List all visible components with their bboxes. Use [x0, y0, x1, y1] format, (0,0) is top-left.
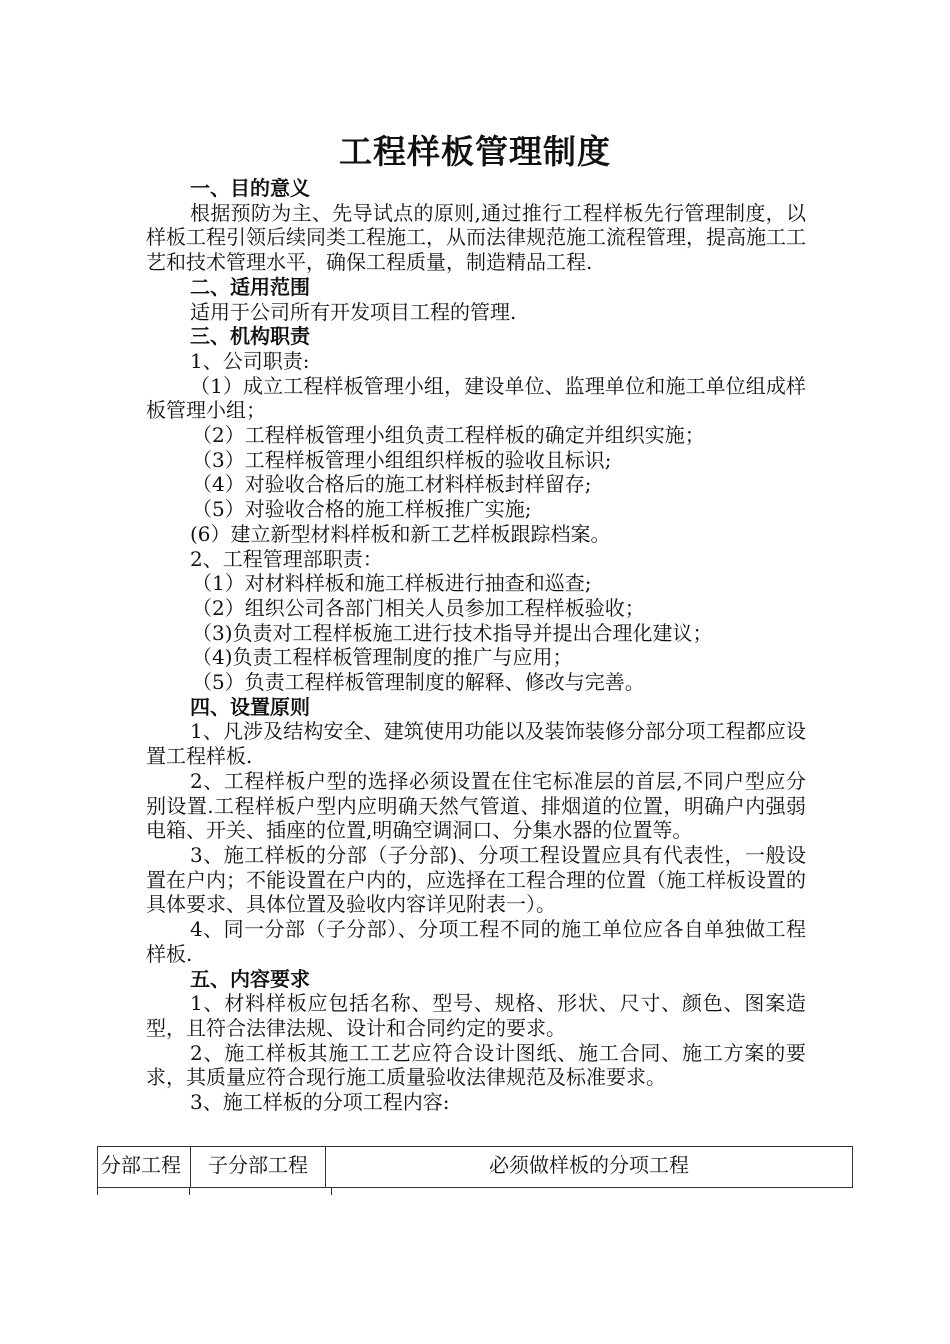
page-title: 工程样板管理制度	[339, 132, 611, 171]
section-heading-requirements: 五、内容要求	[190, 966, 310, 991]
dept-duty-item: （4)负责工程样板管理制度的推广与应用；	[192, 645, 573, 670]
requirement-item: 3、施工样板的分项工程内容:	[190, 1090, 450, 1115]
company-duties-title: 1、公司职责:	[190, 348, 310, 373]
company-duty-item: （5）对验收合格的施工样板推广实施;	[192, 497, 532, 522]
company-duty-item: （2）工程样板管理小组负责工程样板的确定并组织实施；	[192, 423, 705, 448]
paragraph-scope: 适用于公司所有开发项目工程的管理.	[190, 299, 517, 324]
section-heading-principles: 四、设置原则	[190, 694, 310, 719]
section-heading-responsibilities: 三、机构职责	[190, 324, 310, 349]
company-duty-item: (6）建立新型材料样板和新工艺样板跟踪档案。	[190, 521, 611, 546]
section-heading-scope: 二、适用范围	[190, 274, 310, 299]
dept-duties-title: 2、工程管理部职责：	[190, 546, 383, 571]
table-border-stub	[97, 1187, 98, 1195]
dept-duty-item: （5）负责工程样板管理制度的解释、修改与完善。	[192, 670, 645, 695]
principle-item: 3、施工样板的分部（子分部)、分项工程设置应具有代表性，一般设置在户内；不能设置在户内的，应选择在工程合理的位置（施工样板设置的具体要求、具体位置及验收内容详见附表一）。	[146, 842, 806, 917]
company-duty-item: （1）成立工程样板管理小组，建设单位、监理单位和施工单位组成样板管理小组；	[146, 373, 806, 423]
requirement-item: 2、施工样板其施工工艺应符合设计图纸、施工合同、施工方案的要求，其质量应符合现行施工质量验收法律规范及标准要求。	[146, 1040, 806, 1090]
requirement-item: 1、材料样板应包括名称、型号、规格、形状、尺寸、颜色、图案造型，且符合法律法规、设计和合同约定的要求。	[146, 991, 806, 1040]
principle-item: 4、同一分部（子分部）、分项工程不同的施工单位应各自单独做工程样板.	[146, 917, 806, 966]
dept-duty-item: （2）组织公司各部门相关人员参加工程样板验收；	[192, 595, 645, 620]
section-heading-purpose: 一、目的意义	[190, 176, 310, 200]
table-header-cell: 子分部工程	[191, 1147, 326, 1188]
document-body	[146, 176, 806, 1115]
table-border-stub	[189, 1187, 190, 1195]
dept-duty-item: （3)负责对工程样板施工进行技术指导并提出合理化建议；	[192, 620, 713, 645]
content-table	[97, 1146, 853, 1188]
table-header-cell: 必须做样板的分项工程	[326, 1147, 853, 1188]
company-duty-item: （3）工程样板管理小组组织样板的验收且标识;	[192, 447, 612, 472]
dept-duty-item: （1）对材料样板和施工样板进行抽查和巡查;	[192, 571, 592, 596]
table-border-stub	[331, 1187, 332, 1195]
principle-item: 1、凡涉及结构安全、建筑使用功能以及装饰装修分部分项工程都应设置工程样板.	[146, 719, 806, 769]
company-duty-item: （4）对验收合格后的施工材料样板封样留存;	[192, 472, 592, 497]
table-header-row	[98, 1147, 853, 1188]
table-header-cell: 分部工程	[98, 1147, 191, 1188]
principle-item: 2、工程样板户型的选择必须设置在住宅标准层的首层,不同户型应分别设置.工程样板户型内应明确天然气管道、排烟道的位置，明确户内强弱电箱、开关、插座的位置,明确空调洞口、分集水器的位置等。	[146, 768, 806, 843]
paragraph-purpose: 根据预防为主、先导试点的原则,通过推行工程样板先行管理制度，以样板工程引领后续同类工程施工，从而法律规范施工流程管理，提高施工工艺和技术管理水平，确保工程质量，制造精品工程.	[146, 200, 806, 275]
